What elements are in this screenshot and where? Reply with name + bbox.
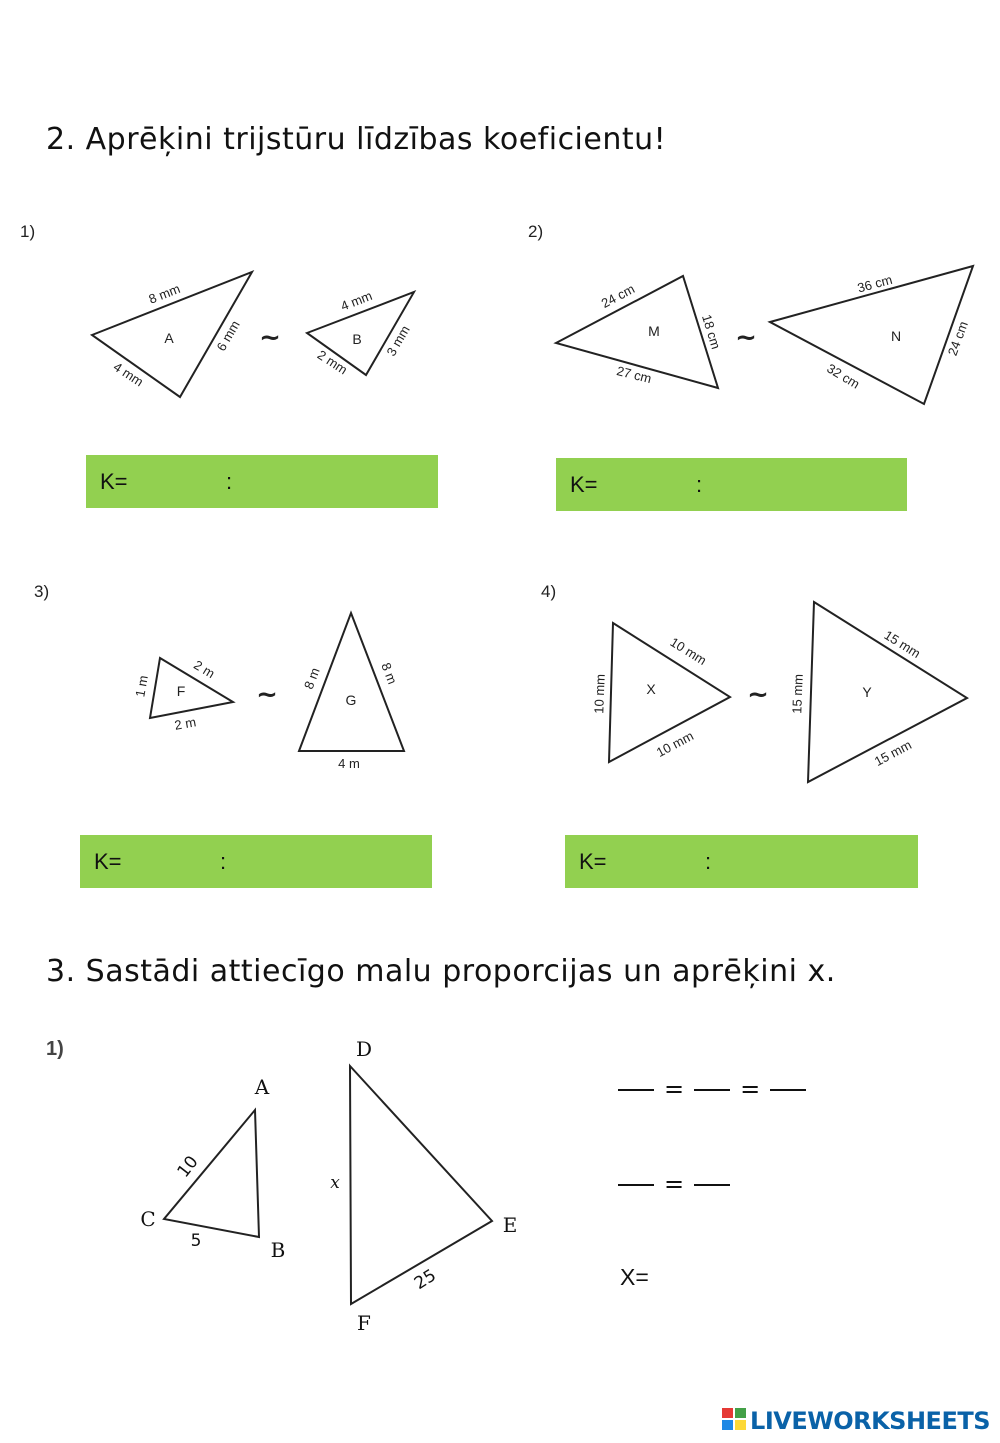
name-b: B <box>352 331 362 347</box>
vertex-f: F <box>357 1311 371 1335</box>
similar-sign-3: ~ <box>256 680 278 710</box>
vertex-c: C <box>140 1207 156 1231</box>
side-n-3: 32 cm <box>824 360 863 392</box>
side-g-1: 8 m <box>300 665 323 692</box>
x-answer-label: X= <box>620 1264 649 1290</box>
k-input-3b[interactable] <box>240 844 424 880</box>
proportion-row-2 <box>614 1170 734 1198</box>
k-label: K= <box>94 849 122 874</box>
side-y-1: 15 mm <box>881 627 924 662</box>
answer-box-3 <box>80 835 432 888</box>
blank-ratio[interactable] <box>618 1089 654 1091</box>
similar-sign-4: ~ <box>747 680 769 710</box>
side-n-1: 36 cm <box>855 271 894 296</box>
side-x-3: 10 mm <box>653 728 696 760</box>
name-y: Y <box>862 684 872 700</box>
vertex-b: B <box>270 1238 286 1262</box>
k-input-4b[interactable] <box>725 844 909 880</box>
liveworksheets-logo <box>722 1407 990 1435</box>
proportion-row-1 <box>614 1075 810 1103</box>
side-x-2: 10 mm <box>591 673 608 714</box>
side-cb: 5 <box>190 1231 202 1251</box>
colon: : <box>696 472 703 497</box>
k-input-4a[interactable] <box>617 844 701 880</box>
triangle-f <box>150 658 233 718</box>
item-number-3: 3) <box>34 582 50 601</box>
k-label: K= <box>570 472 598 497</box>
side-g-3: 4 m <box>338 756 360 771</box>
item-number-2: 2) <box>528 222 544 241</box>
side-f-3: 2 m <box>173 714 198 733</box>
name-x: X <box>646 681 656 697</box>
vertex-a: A <box>254 1075 270 1099</box>
name-m: M <box>648 323 660 339</box>
colon: : <box>226 469 233 494</box>
blank-ratio[interactable] <box>770 1089 806 1091</box>
blank-ratio[interactable] <box>694 1089 730 1091</box>
task3-item-number: 1) <box>46 1038 64 1060</box>
side-m-3: 27 cm <box>615 363 654 387</box>
side-g-2: 8 m <box>378 660 401 687</box>
answer-box-1 <box>86 455 438 508</box>
side-y-2: 15 mm <box>789 673 806 714</box>
side-b-2: 3 mm <box>383 322 413 359</box>
vertex-e: E <box>502 1213 518 1237</box>
side-a-1: 8 mm <box>146 280 183 307</box>
k-input-1b[interactable] <box>246 464 430 500</box>
colon: : <box>220 849 227 874</box>
item-number-4: 4) <box>541 582 557 601</box>
similar-sign-1: ~ <box>259 323 281 353</box>
side-a-3: 4 mm <box>110 359 147 390</box>
equals-sign: = <box>740 1075 761 1103</box>
side-f-1: 2 m <box>191 657 218 682</box>
side-m-2: 18 cm <box>698 312 724 351</box>
side-ca: 10 <box>173 1152 203 1182</box>
triangle-def <box>350 1066 492 1304</box>
task2-heading: 2. Aprēķini trijstūru līdzības koeficientu! <box>46 122 667 157</box>
name-n: N <box>890 328 902 344</box>
name-f: F <box>176 683 186 699</box>
side-f-2: 1 m <box>132 674 151 699</box>
equals-sign: = <box>664 1170 685 1198</box>
side-n-2: 24 cm <box>944 319 971 358</box>
k-input-2b[interactable] <box>716 467 900 503</box>
k-input-3a[interactable] <box>132 844 216 880</box>
k-label: K= <box>100 469 128 494</box>
vertex-d: D <box>355 1037 373 1061</box>
task3-heading: 3. Sastādi attiecīgo malu proporcijas un aprēķini x. <box>46 954 836 989</box>
side-x-1: 10 mm <box>667 634 710 669</box>
logo-squares-icon <box>722 1408 748 1432</box>
name-g: G <box>345 692 357 708</box>
similar-sign-2: ~ <box>735 323 757 353</box>
side-fe: 25 <box>410 1265 440 1294</box>
equals-sign: = <box>664 1075 685 1103</box>
blank-ratio[interactable] <box>618 1184 654 1186</box>
k-label: K= <box>579 849 607 874</box>
answer-box-4 <box>565 835 918 888</box>
answer-box-2 <box>556 458 907 511</box>
side-m-1: 24 cm <box>598 281 638 311</box>
item-number-1: 1) <box>20 222 36 241</box>
k-input-1a[interactable] <box>138 464 222 500</box>
side-b-1: 4 mm <box>338 287 375 314</box>
x-answer-input[interactable] <box>660 1262 844 1296</box>
name-a: A <box>164 330 174 346</box>
colon: : <box>705 849 712 874</box>
blank-ratio[interactable] <box>694 1184 730 1186</box>
side-y-3: 15 mm <box>871 737 914 769</box>
side-df-x: x <box>330 1173 340 1193</box>
side-b-3: 2 mm <box>314 347 351 378</box>
k-input-2a[interactable] <box>608 467 692 503</box>
logo-text: LIVEWORKSHEETS <box>750 1407 990 1435</box>
side-a-2: 6 mm <box>213 317 243 354</box>
